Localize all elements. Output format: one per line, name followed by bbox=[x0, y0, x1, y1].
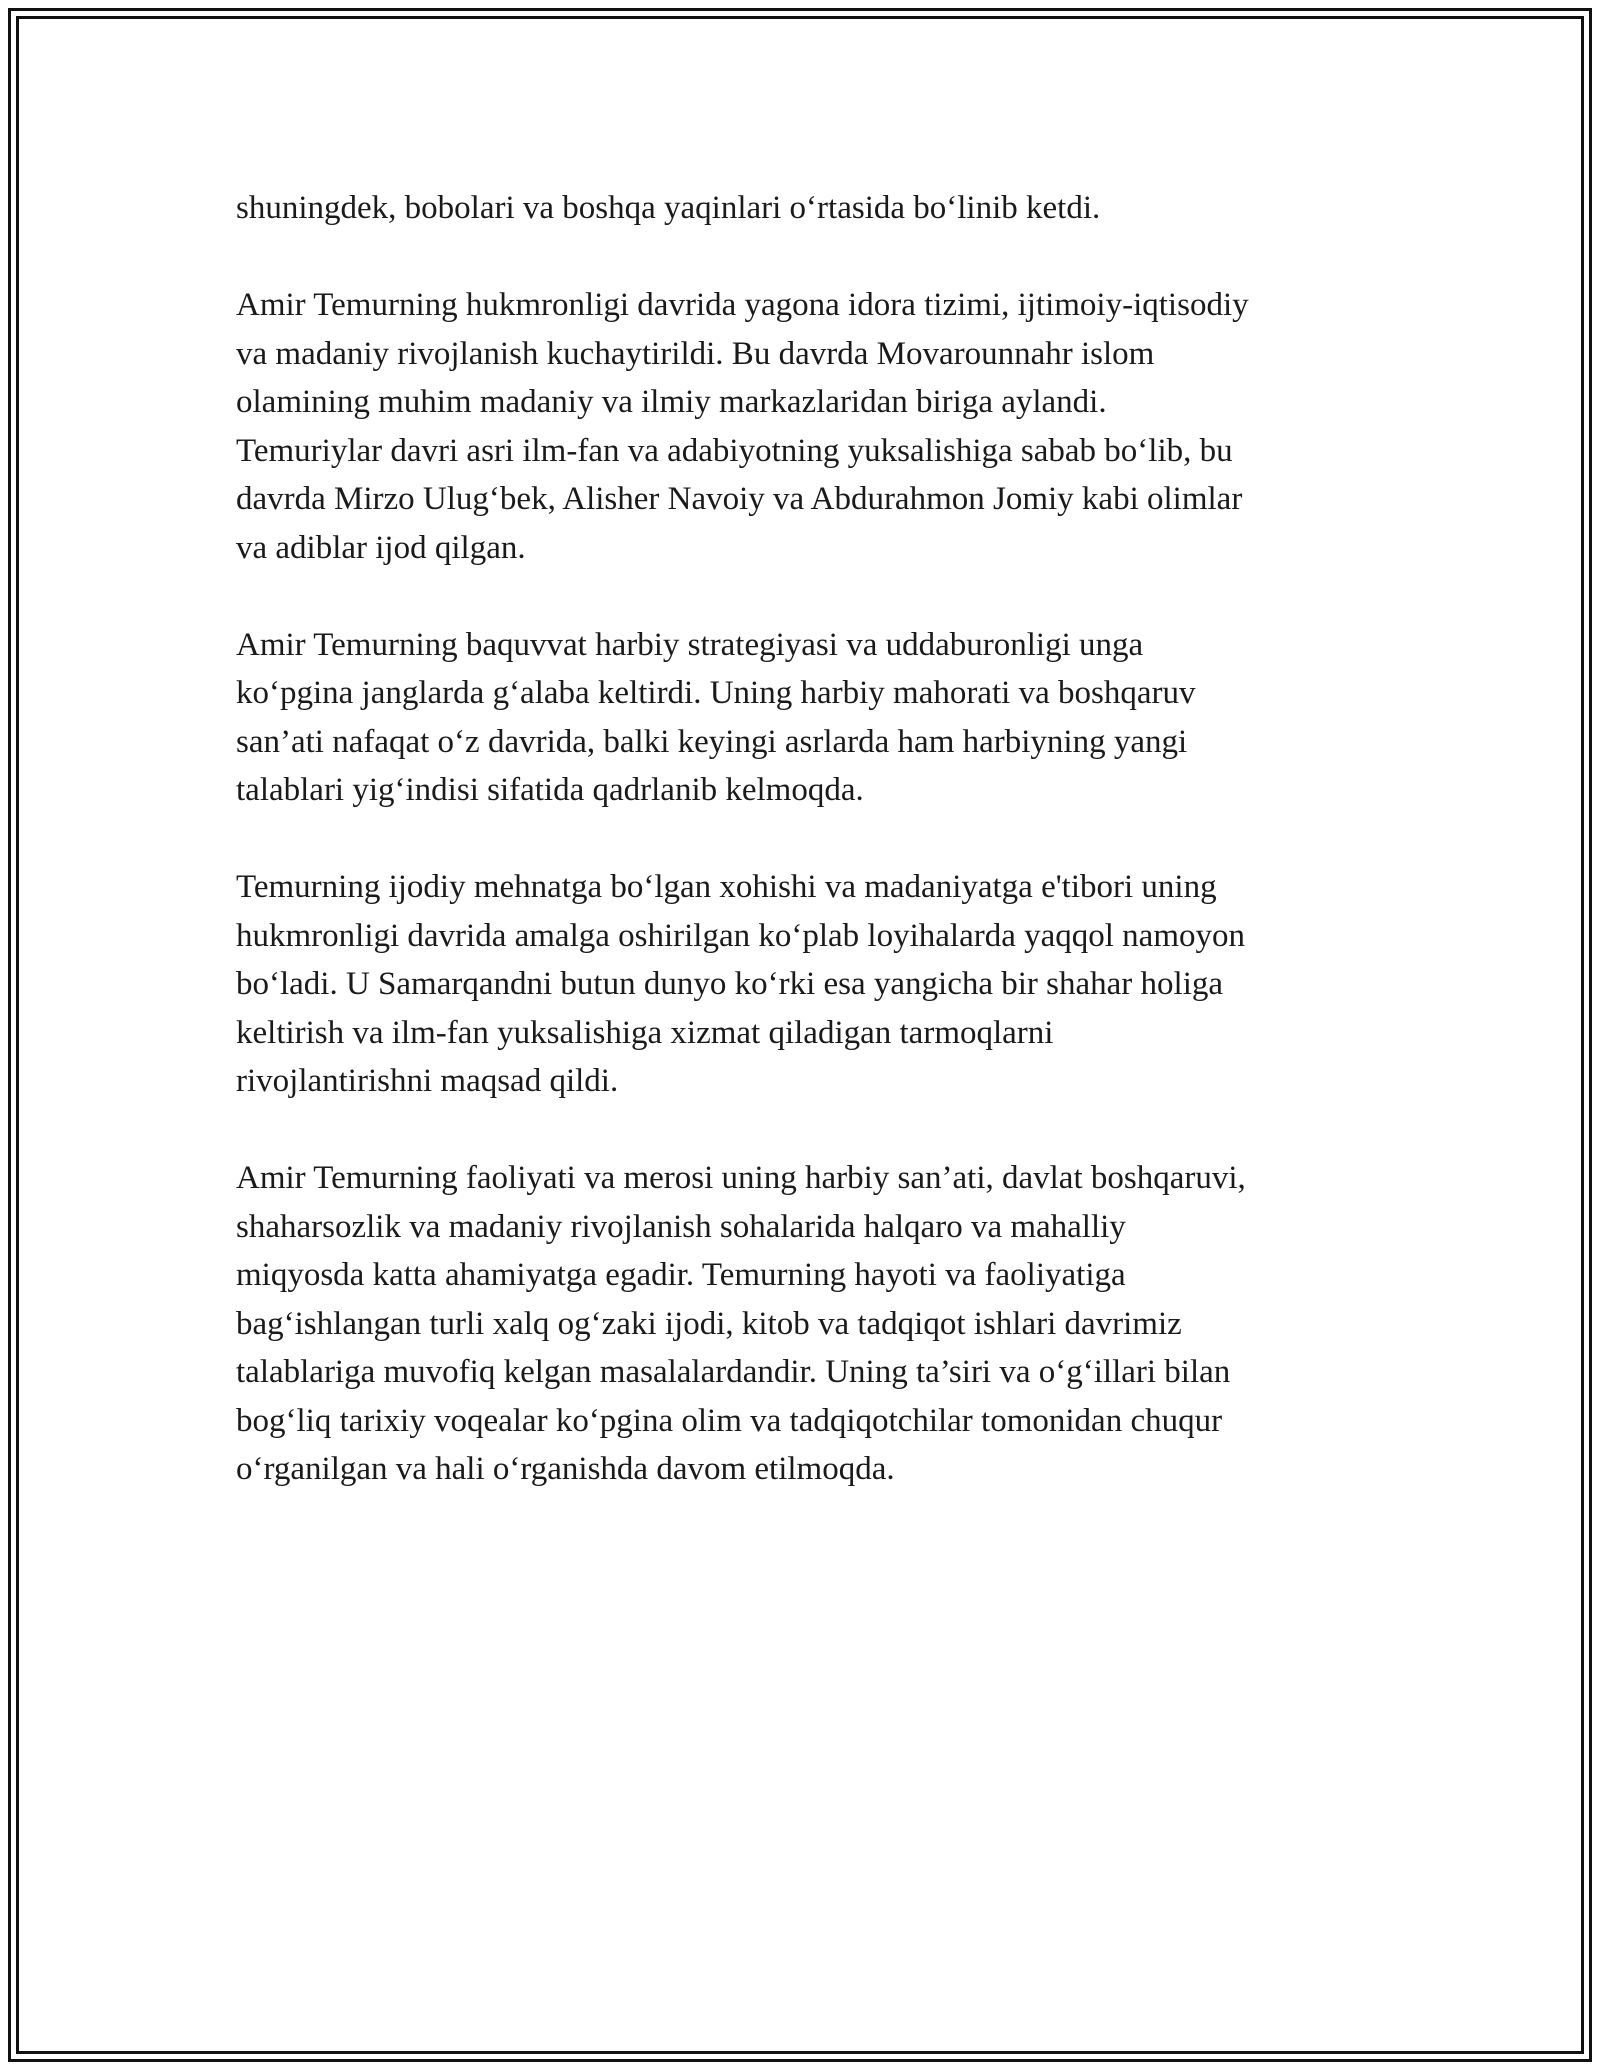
paragraph-1: shuningdek, bobolari va boshqa yaqinlari o‘rtasida bo‘linib ketdi. bbox=[236, 190, 1101, 226]
paragraph-5: Amir Temurning faoliyati va merosi uning harbiy san’ati, davlat boshqaruvi, shaharsozlik va madaniy rivojlanish sohalarida halqaro va mahalliy miqyosda katta ahamiyatga egadir. Temurning hayoti va faoliyatiga bag‘ishlangan turli xalq og‘zaki ijodi, kitob va tadqiqot ishlari davrimiz talablariga muvofiq kelgan masalalardandir. Uning ta’siri va o‘g‘illari bilan bog‘liq tarixiy voqealar ko‘pgina olim va tadqiqotchilar tomonidan chuqur o‘rganilgan va hali o‘rganishda davom etilmoqda. bbox=[236, 1160, 1246, 1487]
document-body bbox=[236, 184, 1386, 1542]
paragraph-4: Temurning ijodiy mehnatga bo‘lgan xohishi va madaniyatga e'tibori uning hukmronligi davrida amalga oshirilgan ko‘plab loyihalarda yaqqol namoyon bo‘ladi. U Samarqandni butun dunyo ko‘rki esa yangicha bir shahar holiga keltirish va ilm-fan yuksalishiga xizmat qiladigan tarmoqlarni rivojlantirishni maqsad qildi. bbox=[236, 869, 1245, 1099]
paragraph-2: Amir Temurning hukmronligi davrida yagona idora tizimi, ijtimoiy-iqtisodiy va madaniy rivojlanish kuchaytirildi. Bu davrda Movarounnahr islom olamining muhim madaniy va ilmiy markazlaridan biriga aylandi. Temuriylar davri asri ilm-fan va adabiyotning yuksalishiga sabab bo‘lib, bu davrda Mirzo Ulug‘bek, Alisher Navoiy va Abdurahmon Jomiy kabi olimlar va adiblar ijod qilgan. bbox=[236, 287, 1249, 566]
paragraph-3: Amir Temurning baquvvat harbiy strategiyasi va uddaburonligi unga ko‘pgina janglarda g‘alaba keltirdi. Uning harbiy mahorati va boshqaruv san’ati nafaqat o‘z davrida, balki keyingi asrlarda ham harbiyning yangi talablari yig‘indisi sifatida qadrlanib kelmoqda. bbox=[236, 626, 1196, 808]
